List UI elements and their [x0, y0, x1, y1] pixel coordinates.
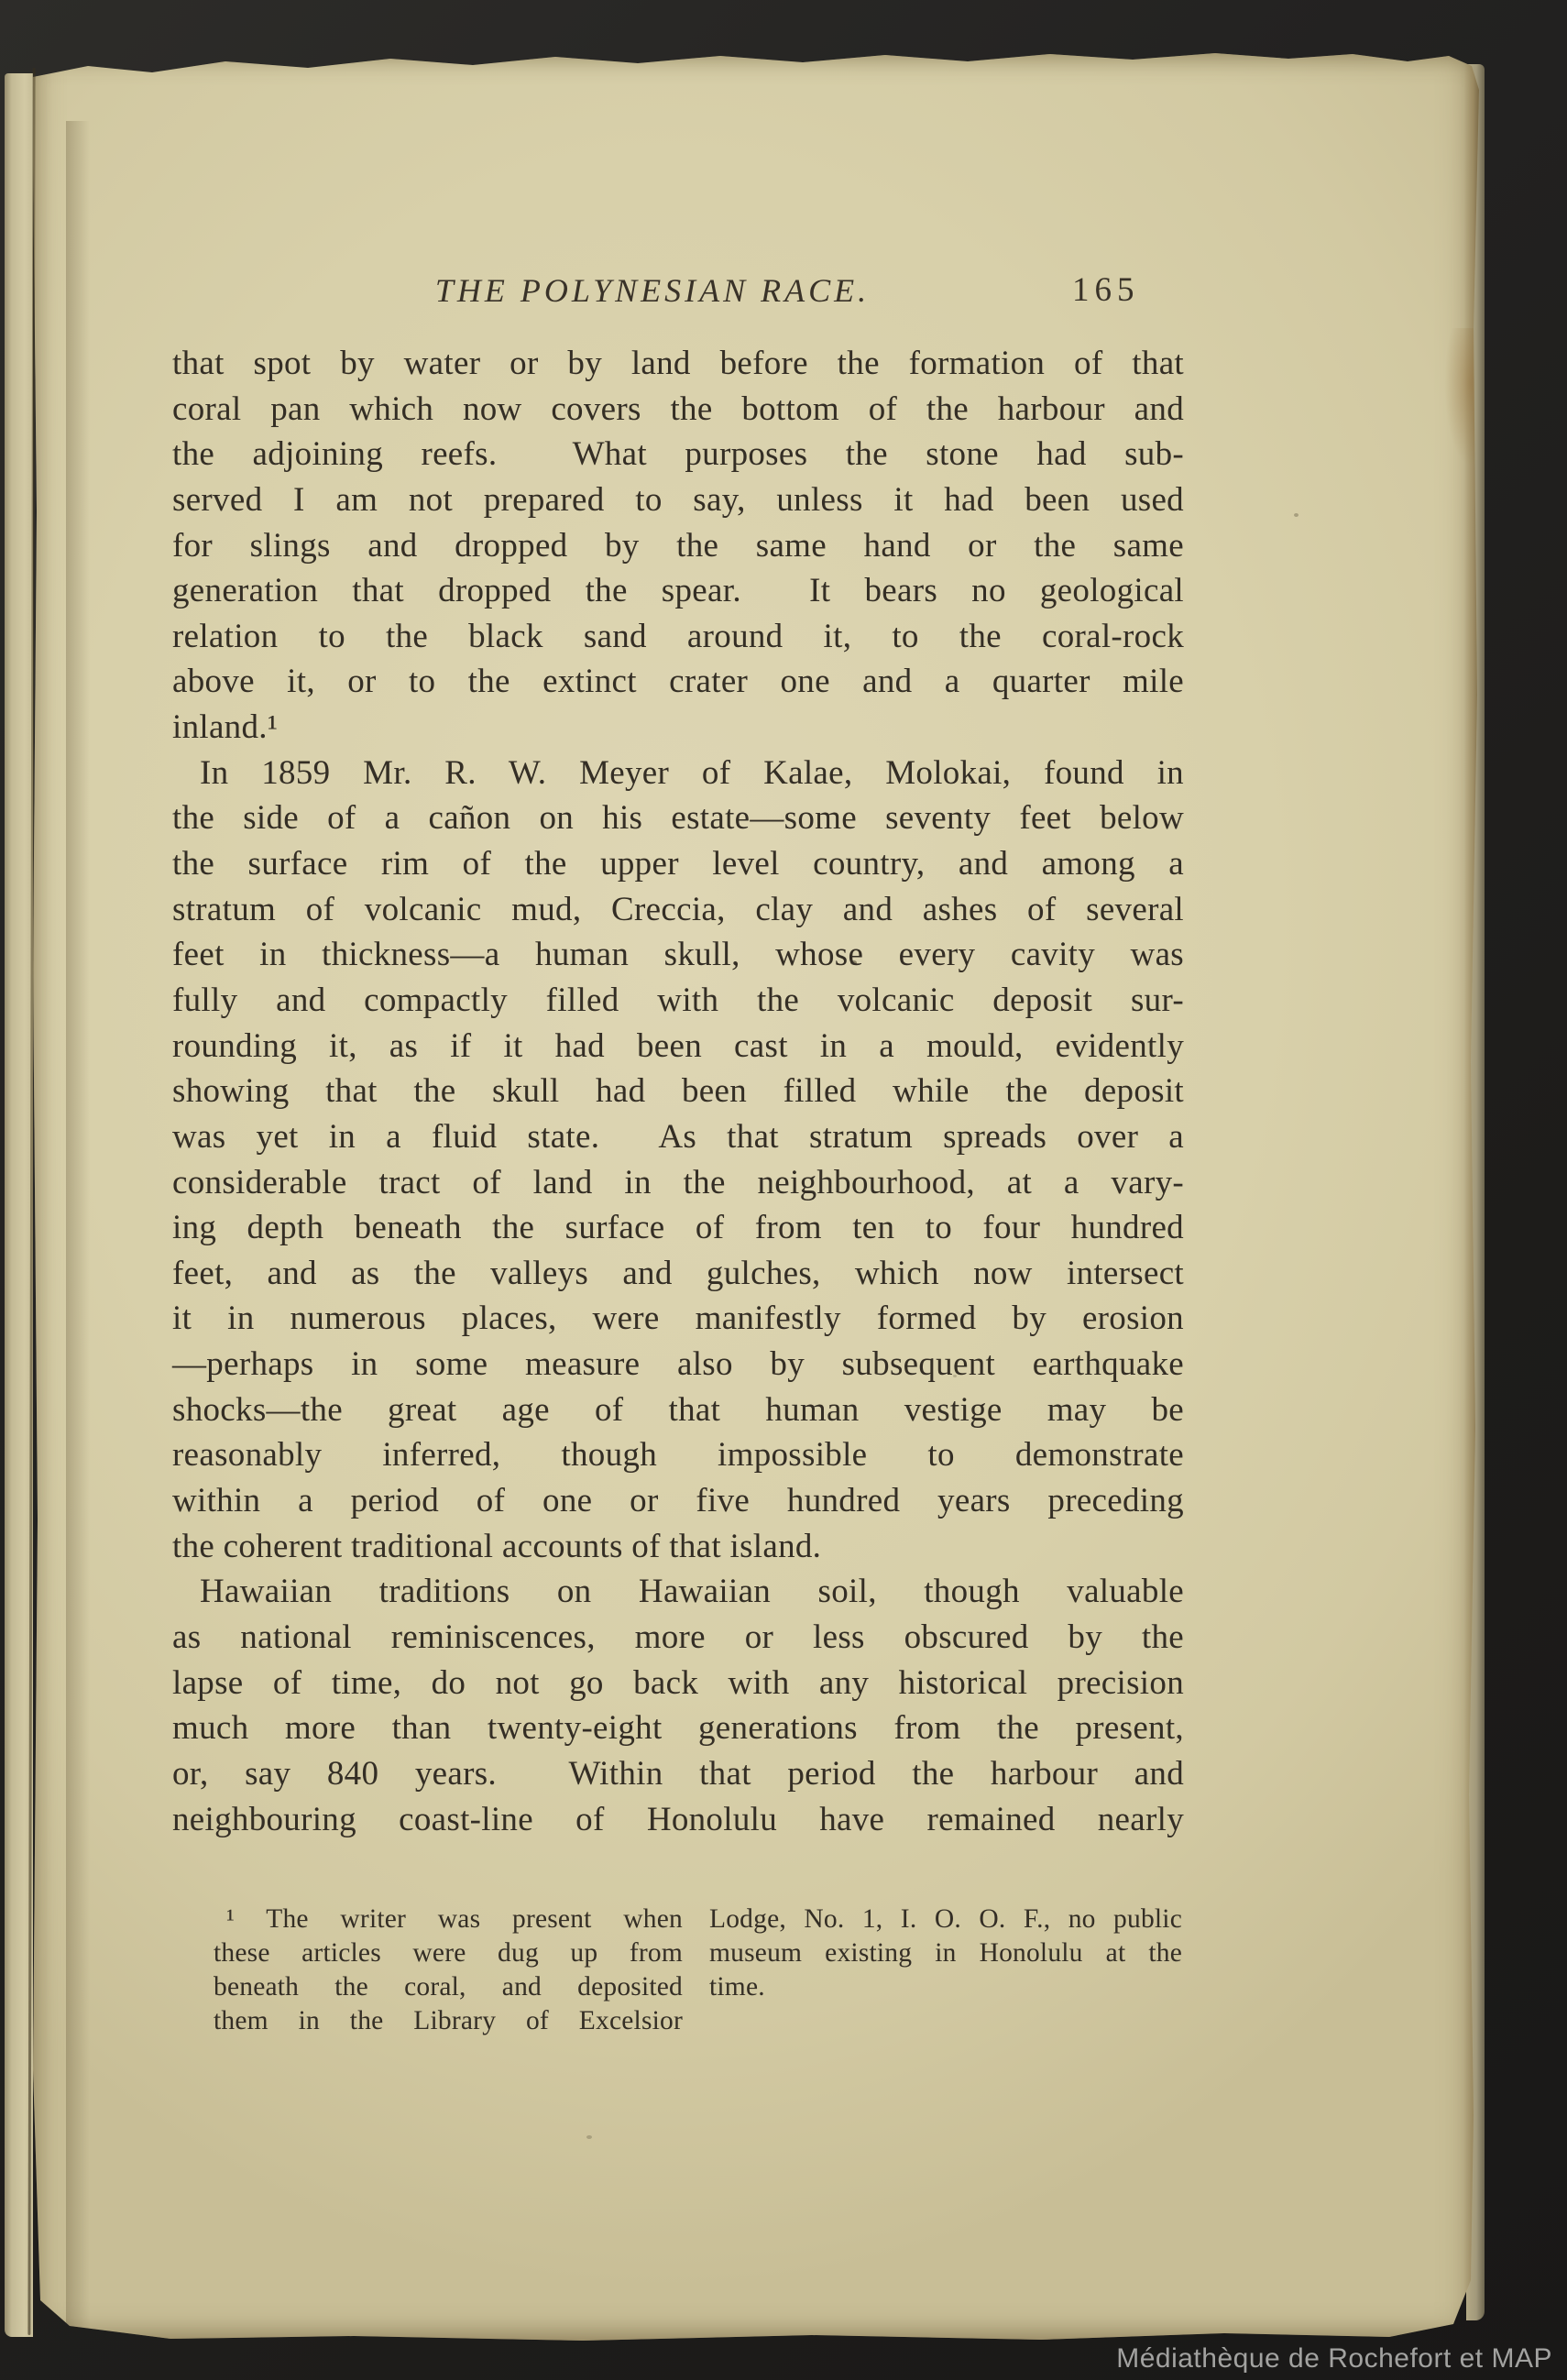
body-line: reasonably inferred, though impossible to demonstrate	[172, 1436, 1184, 1475]
body-line: shocks—the great age of that human vestige may be	[172, 1390, 1184, 1429]
body-line: the surface rim of the upper level country, and among a	[172, 845, 1184, 883]
body-line: Hawaiian traditions on Hawaiian soil, though valuable	[200, 1573, 1184, 1611]
body-line: —perhaps in some measure also by subsequent earthquake	[172, 1345, 1184, 1384]
footnote-right-column	[709, 1903, 1182, 2004]
body-line: inland.¹	[172, 708, 279, 747]
paper-speck	[586, 2135, 592, 2139]
body-line: stratum of volcanic mud, Creccia, clay and ashes of several	[172, 890, 1184, 928]
body-line: rounding it, as if it had been cast in a mould, evidently	[172, 1026, 1184, 1065]
page-number: 165	[1072, 271, 1140, 309]
footnote-line: these articles were dug up from	[214, 1938, 683, 1968]
body-text-block	[172, 341, 1184, 1842]
footnote-line: Lodge, No. 1, I. O. O. F., no public	[709, 1904, 1182, 1934]
body-line: fully and compactly filled with the volcanic deposit sur-	[172, 981, 1184, 1019]
body-line: lapse of time, do not go back with any historical precision	[172, 1663, 1184, 1702]
body-line: ing depth beneath the surface of from ten to four hundred	[172, 1209, 1184, 1247]
body-line: considerable tract of land in the neighbourhood, at a vary-	[172, 1163, 1184, 1201]
body-line: it in numerous places, were manifestly formed by erosion	[172, 1300, 1184, 1338]
body-line: the adjoining reefs. What purposes the stone had sub-	[172, 435, 1184, 474]
body-line: relation to the black sand around it, to the coral-rock	[172, 617, 1184, 655]
body-line: much more than twenty-eight generations from the present,	[172, 1709, 1184, 1748]
body-line: or, say 840 years. Within that period the harbour and	[172, 1754, 1184, 1793]
body-line: coral pan which now covers the bottom of the harbour and	[172, 389, 1184, 428]
body-line: as national reminiscences, more or less obscured by the	[172, 1618, 1184, 1656]
body-line: that spot by water or by land before the formation of that	[172, 345, 1184, 382]
body-line: showing that the skull had been filled while the deposit	[172, 1072, 1184, 1111]
footnote-line: time.	[709, 1972, 765, 2002]
body-line: generation that dropped the spear. It bears no geological	[172, 572, 1184, 610]
footnote-line: them in the Library of Excelsior	[214, 2006, 683, 2035]
footnote-line: museum existing in Honolulu at the	[709, 1938, 1182, 1968]
paper-speck	[1294, 513, 1299, 517]
body-line: within a period of one or five hundred years preceding	[172, 1482, 1184, 1520]
body-line: neighbouring coast-line of Honolulu have remained nearly	[172, 1800, 1184, 1838]
footnote-left-column	[214, 1903, 683, 2038]
body-line: the side of a cañon on his estate—some seventy feet below	[172, 799, 1184, 838]
running-head-title: THE POLYNESIAN RACE.	[434, 272, 871, 309]
body-line: served I am not prepared to say, unless it had been used	[172, 480, 1184, 519]
footnote-line: ¹ The writer was present when	[226, 1904, 683, 1934]
body-line: for slings and dropped by the same hand or the same	[172, 526, 1184, 565]
body-line: feet, and as the valleys and gulches, which now intersect	[172, 1254, 1184, 1292]
body-line: feet in thickness—a human skull, whose every cavity was	[172, 936, 1184, 974]
body-line: In 1859 Mr. R. W. Meyer of Kalae, Molokai, found in	[200, 753, 1184, 792]
library-watermark: Médiathèque de Rochefort et MAP	[1116, 2343, 1552, 2374]
footnote-line: beneath the coral, and deposited	[214, 1972, 683, 2002]
body-line: above it, or to the extinct crater one and a quarter mile	[172, 663, 1184, 701]
body-line: was yet in a fluid state. As that stratum spreads over a	[172, 1117, 1184, 1156]
gutter-shadow	[66, 121, 90, 2380]
body-line: the coherent traditional accounts of that island.	[172, 1527, 822, 1565]
